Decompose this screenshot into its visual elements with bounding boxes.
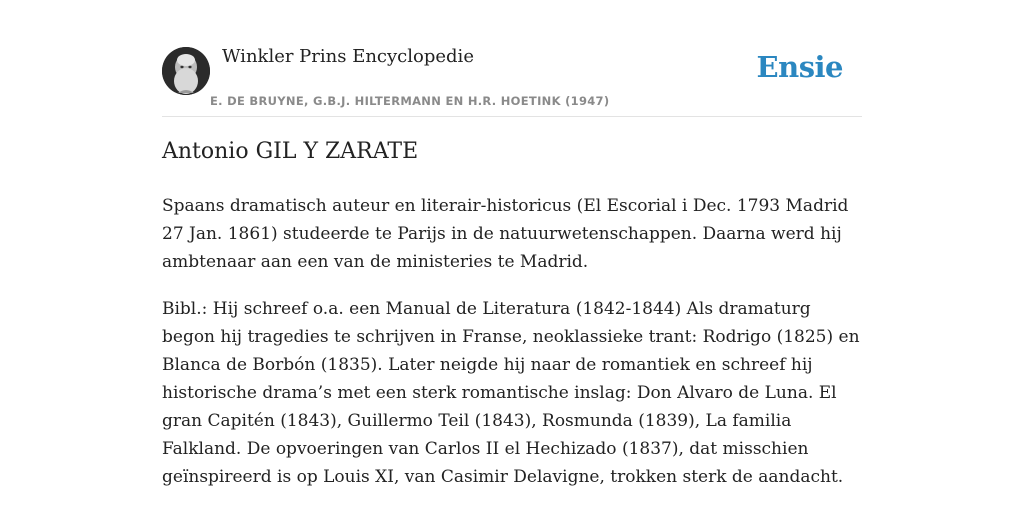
source-title[interactable]: Winkler Prins Encyclopedie [222,46,474,67]
source-authors: E. DE BRUYNE, G.B.J. HILTERMANN EN H.R. HOETINK (1947) [210,94,610,108]
source-header [162,40,862,117]
article-title: Antonio GIL Y ZARATE [162,139,419,164]
article-body [162,192,862,510]
article-paragraph: Spaans dramatisch auteur en literair-historicus (El Escorial i Dec. 1793 Madrid 27 Jan. 1861) studeerde te Parijs in de natuurwetenschappen. Daarna werd hij ambtenaar aan een van de ministeries te Madrid. [162,196,849,272]
author-avatar-icon[interactable] [162,47,210,95]
article-paragraph: Bibl.: Hij schreef o.a. een Manual de Literatura (1842-1844) Als dramaturg begon hij tragedies te schrijven in Franse, neoklassieke trant: Rodrigo (1825) en Blanca de Borbón (1835). Later neigde hij naar de romantiek en schreef hij historische drama’s met een sterk romantische inslag: Don Alvaro de Luna. El gran Capitén (1843), Guillermo Teil (1843), Rosmunda (1839), La familia Falkland. De opvoeringen van Carlos II el Hechizado (1837), dat misschien geïnspireerd is op Louis XI, van Casimir Delavigne, trokken sterk de aandacht. [162,299,860,487]
brand-logo[interactable]: Ensie [756,50,843,84]
